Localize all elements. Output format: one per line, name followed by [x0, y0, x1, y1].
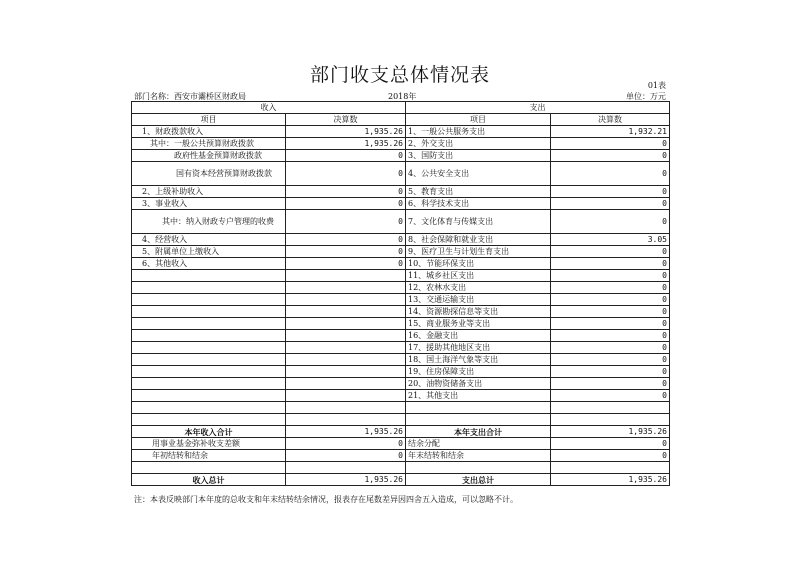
- expense-item-cell: [406, 402, 551, 414]
- table-row: [132, 126, 670, 138]
- income-amount-cell: 0: [286, 198, 406, 210]
- table-row: [132, 390, 670, 402]
- income-item-cell: 其中：一般公共预算财政拨款: [132, 138, 286, 150]
- report-year: 2018年: [388, 92, 417, 101]
- expense-item-cell: 4、公共安全支出: [406, 162, 551, 186]
- income-item-header: 项目: [132, 114, 286, 126]
- expense-amount-cell: [551, 462, 670, 474]
- income-amount-cell: 0: [286, 186, 406, 198]
- expense-amount-cell: 1,935.26: [551, 474, 670, 486]
- table-row: [132, 306, 670, 318]
- table-row: [132, 294, 670, 306]
- header-row-columns: [132, 114, 670, 126]
- income-item-cell: 国有资本经营预算财政拨款: [132, 162, 286, 186]
- table-row: [132, 462, 670, 474]
- table-row: [132, 234, 670, 246]
- table-row: [132, 414, 670, 426]
- expense-item-cell: 17、援助其他地区支出: [406, 342, 551, 354]
- expense-amount-cell: [551, 402, 670, 414]
- expense-item-cell: 支出总计: [406, 474, 551, 486]
- expense-amount-cell: 0: [551, 318, 670, 330]
- table-row: [132, 330, 670, 342]
- expense-amount-cell: 0: [551, 390, 670, 402]
- expense-amount-cell: 0: [551, 246, 670, 258]
- income-item-cell: [132, 294, 286, 306]
- expense-amount-cell: 0: [551, 162, 670, 186]
- table-row: [132, 366, 670, 378]
- expense-item-cell: 11、城乡社区支出: [406, 270, 551, 282]
- income-amount-cell: 0: [286, 162, 406, 186]
- expense-item-cell: 13、交通运输支出: [406, 294, 551, 306]
- table-row: [132, 402, 670, 414]
- income-item-cell: 6、其他收入: [132, 258, 286, 270]
- department-name: 部门名称：西安市灞桥区财政局: [134, 92, 246, 101]
- expense-item-cell: 9、医疗卫生与计划生育支出: [406, 246, 551, 258]
- income-item-cell: 用事业基金弥补收支差额: [132, 438, 286, 450]
- income-amount-cell: [286, 270, 406, 282]
- expense-amount-cell: 0: [551, 342, 670, 354]
- expense-item-cell: [406, 462, 551, 474]
- income-amount-cell: [286, 318, 406, 330]
- table-row: [132, 342, 670, 354]
- table-row: [132, 354, 670, 366]
- income-item-cell: 5、附属单位上缴收入: [132, 246, 286, 258]
- expense-amount-cell: 1,935.26: [551, 426, 670, 438]
- table-row: [132, 270, 670, 282]
- income-amount-cell: [286, 294, 406, 306]
- table-row: [132, 138, 670, 150]
- income-expense-table: [131, 101, 670, 486]
- income-item-cell: [132, 306, 286, 318]
- expense-amount-header: 决算数: [551, 114, 670, 126]
- income-amount-cell: [286, 414, 406, 426]
- table-code: 01表: [647, 81, 666, 90]
- footnote: 注：本表反映部门本年度的总收支和年末结转结余情况，报表存在尾数差异因四舍五入造成，可以忽略不计。: [134, 495, 518, 504]
- table-row: [132, 282, 670, 294]
- income-amount-cell: [286, 306, 406, 318]
- unit-label: 单位：万元: [626, 92, 666, 101]
- expense-amount-cell: 0: [551, 378, 670, 390]
- expense-amount-cell: 0: [551, 198, 670, 210]
- income-amount-cell: [286, 342, 406, 354]
- expense-item-cell: 16、金融支出: [406, 330, 551, 342]
- income-item-cell: [132, 414, 286, 426]
- income-amount-cell: [286, 354, 406, 366]
- income-item-cell: 2、上级补助收入: [132, 186, 286, 198]
- income-amount-cell: [286, 402, 406, 414]
- table-row: [132, 150, 670, 162]
- expense-amount-cell: 3.05: [551, 234, 670, 246]
- expense-item-cell: 20、油物资储备支出: [406, 378, 551, 390]
- income-item-cell: [132, 390, 286, 402]
- income-item-cell: 1、财政拨款收入: [132, 126, 286, 138]
- expense-amount-cell: 0: [551, 294, 670, 306]
- income-amount-cell: 1,935.26: [286, 138, 406, 150]
- income-item-cell: [132, 342, 286, 354]
- expense-item-cell: [406, 414, 551, 426]
- expense-item-cell: 3、国防支出: [406, 150, 551, 162]
- table-row: [132, 258, 670, 270]
- income-item-cell: 本年收入合计: [132, 426, 286, 438]
- table-row: [132, 438, 670, 450]
- expense-item-cell: 18、国土海洋气象等支出: [406, 354, 551, 366]
- income-amount-cell: [286, 282, 406, 294]
- table-row: [132, 246, 670, 258]
- income-amount-cell: 0: [286, 258, 406, 270]
- income-section-header: 收入: [132, 102, 406, 114]
- expense-item-cell: 19、住房保障支出: [406, 366, 551, 378]
- expense-item-cell: 14、资源勘探信息等支出: [406, 306, 551, 318]
- expense-item-cell: 本年支出合计: [406, 426, 551, 438]
- expense-item-cell: 6、科学技术支出: [406, 198, 551, 210]
- expense-item-header: 项目: [406, 114, 551, 126]
- income-amount-cell: 0: [286, 450, 406, 462]
- income-item-cell: [132, 318, 286, 330]
- income-item-cell: 3、事业收入: [132, 198, 286, 210]
- page-title: 部门收支总体情况表: [309, 64, 490, 86]
- income-item-cell: [132, 354, 286, 366]
- table-row: [132, 426, 670, 438]
- income-item-cell: 其中：纳入财政专户管理的收费: [132, 210, 286, 234]
- income-item-cell: 收入总计: [132, 474, 286, 486]
- expense-item-cell: 12、农林水支出: [406, 282, 551, 294]
- income-amount-cell: 0: [286, 438, 406, 450]
- expense-item-cell: 21、其他支出: [406, 390, 551, 402]
- income-item-cell: [132, 402, 286, 414]
- income-item-cell: 政府性基金预算财政拨款: [132, 150, 286, 162]
- expense-amount-cell: 0: [551, 450, 670, 462]
- expense-amount-cell: 0: [551, 270, 670, 282]
- header-row-sections: [132, 102, 670, 114]
- expense-amount-cell: 0: [551, 306, 670, 318]
- expense-amount-cell: 0: [551, 354, 670, 366]
- expense-amount-cell: 0: [551, 330, 670, 342]
- income-amount-cell: 1,935.26: [286, 126, 406, 138]
- expense-item-cell: 1、一般公共服务支出: [406, 126, 551, 138]
- income-amount-cell: 0: [286, 246, 406, 258]
- income-amount-cell: 0: [286, 150, 406, 162]
- expense-amount-cell: 0: [551, 438, 670, 450]
- expense-item-cell: 15、商业服务业等支出: [406, 318, 551, 330]
- income-item-cell: [132, 462, 286, 474]
- income-item-cell: [132, 270, 286, 282]
- income-amount-cell: 0: [286, 210, 406, 234]
- expense-amount-cell: 0: [551, 186, 670, 198]
- income-amount-cell: 0: [286, 234, 406, 246]
- income-item-cell: [132, 366, 286, 378]
- table-row: [132, 186, 670, 198]
- expense-section-header: 支出: [406, 102, 670, 114]
- expense-item-cell: 5、教育支出: [406, 186, 551, 198]
- income-amount-cell: [286, 366, 406, 378]
- income-item-cell: [132, 330, 286, 342]
- income-amount-cell: [286, 390, 406, 402]
- income-item-cell: 年初结转和结余: [132, 450, 286, 462]
- income-amount-cell: [286, 462, 406, 474]
- expense-item-cell: 2、外交支出: [406, 138, 551, 150]
- expense-amount-cell: 0: [551, 366, 670, 378]
- table-row: [132, 162, 670, 186]
- expense-amount-cell: 0: [551, 150, 670, 162]
- income-item-cell: [132, 378, 286, 390]
- income-amount-cell: 1,935.26: [286, 426, 406, 438]
- table-row: [132, 450, 670, 462]
- table-row: [132, 318, 670, 330]
- income-amount-cell: [286, 378, 406, 390]
- expense-amount-cell: [551, 414, 670, 426]
- income-amount-cell: 1,935.26: [286, 474, 406, 486]
- expense-item-cell: 7、文化体育与传媒支出: [406, 210, 551, 234]
- income-amount-cell: [286, 330, 406, 342]
- expense-amount-cell: 0: [551, 210, 670, 234]
- expense-item-cell: 10、节能环保支出: [406, 258, 551, 270]
- expense-item-cell: 结余分配: [406, 438, 551, 450]
- expense-amount-cell: 0: [551, 258, 670, 270]
- table-row: [132, 474, 670, 486]
- table-row: [132, 378, 670, 390]
- expense-amount-cell: 1,932.21: [551, 126, 670, 138]
- income-item-cell: [132, 282, 286, 294]
- income-item-cell: 4、经营收入: [132, 234, 286, 246]
- income-amount-header: 决算数: [286, 114, 406, 126]
- table-row: [132, 198, 670, 210]
- expense-amount-cell: 0: [551, 282, 670, 294]
- expense-item-cell: 年末结转和结余: [406, 450, 551, 462]
- table-row: [132, 210, 670, 234]
- expense-item-cell: 8、社会保障和就业支出: [406, 234, 551, 246]
- expense-amount-cell: 0: [551, 138, 670, 150]
